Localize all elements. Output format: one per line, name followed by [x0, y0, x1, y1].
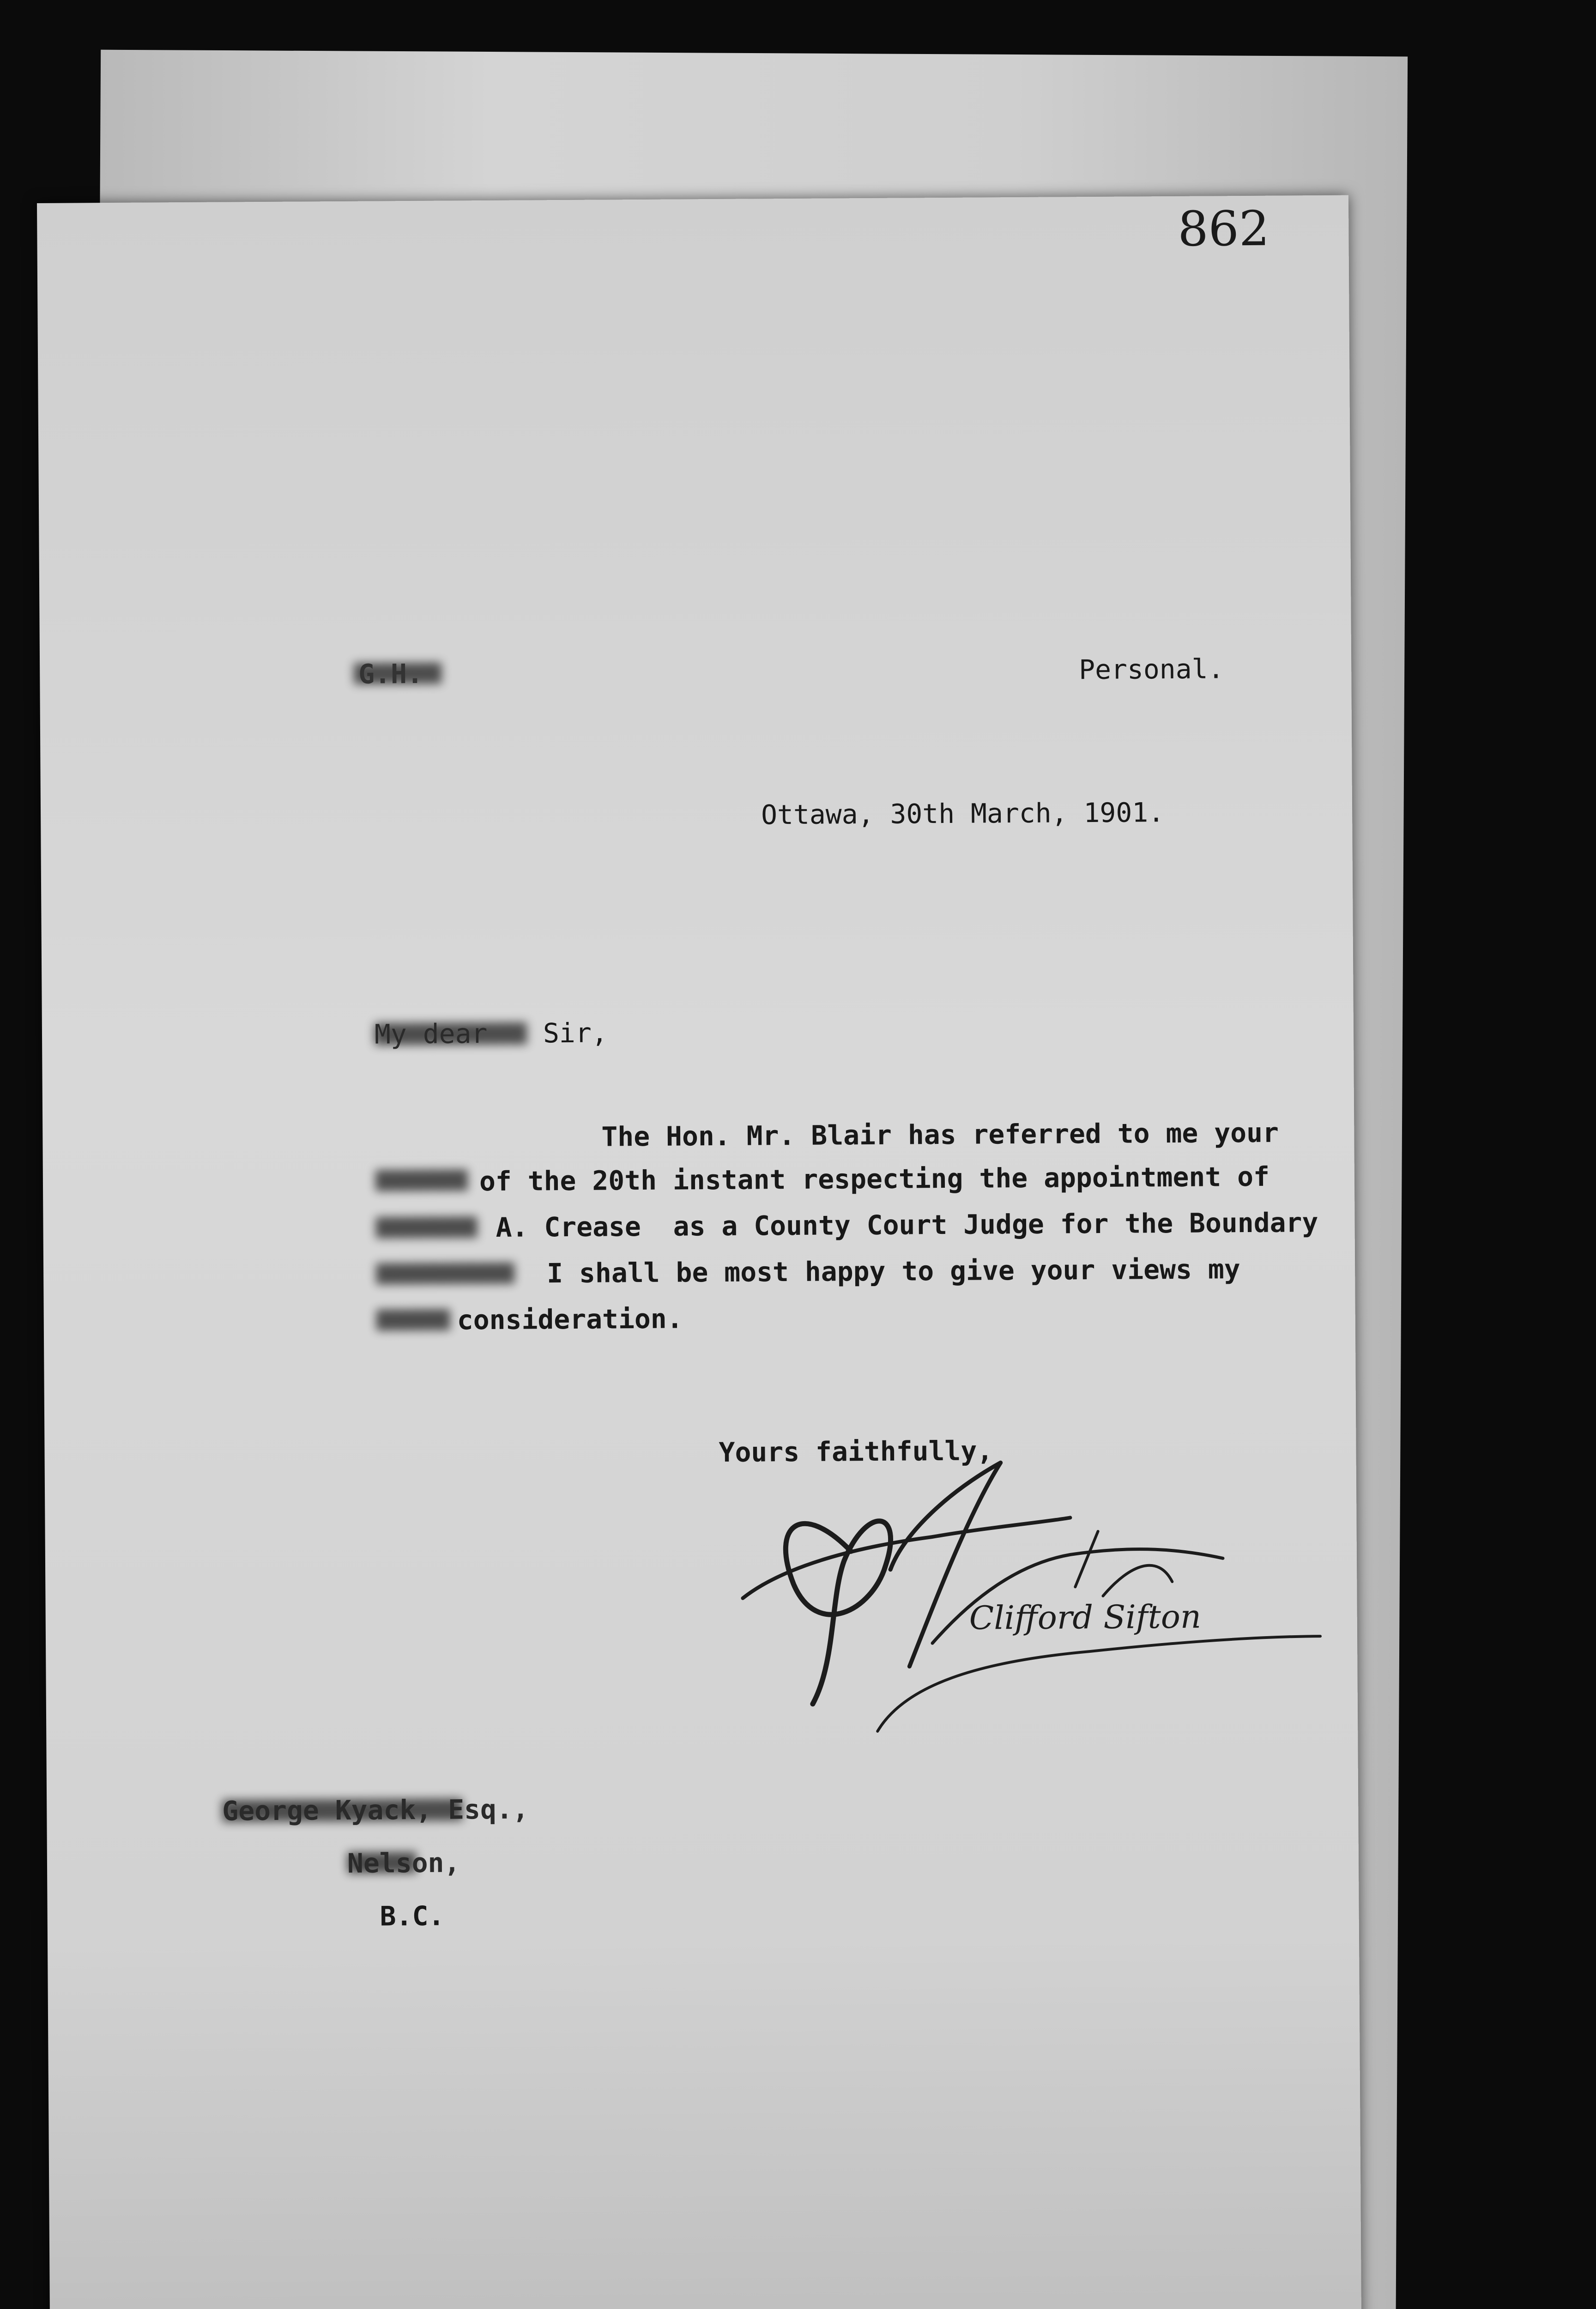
signature-text: Clifford Sifton [969, 1597, 1202, 1637]
header-personal: Personal. [1079, 653, 1224, 686]
page-number: 862 [1178, 200, 1270, 257]
signature [691, 1442, 1386, 1815]
body-line-2: of the 20th instant respecting the appointment of [479, 1161, 1270, 1197]
salutation-struck: My dear [374, 1018, 488, 1050]
body-line-4: I shall be most happy to give your views my [546, 1253, 1240, 1289]
struck-word-2 [375, 1216, 477, 1238]
body-line-5: consideration. [457, 1303, 683, 1336]
letter-page [37, 195, 1362, 2309]
addressee-city: Nelson, [347, 1847, 460, 1879]
struck-word-3 [376, 1263, 514, 1285]
header-left: G.H. [358, 658, 423, 690]
addressee-province: B.C. [380, 1900, 445, 1932]
struck-word-1 [375, 1169, 468, 1191]
body-line-1: The Hon. Mr. Blair has referred to me your [601, 1117, 1279, 1153]
dateline: Ottawa, 30th March, 1901. [761, 797, 1165, 831]
closing: Yours faithfully, [719, 1435, 993, 1469]
addressee-name: George Kyack, Esq., [222, 1793, 529, 1827]
struck-word-4 [376, 1309, 450, 1331]
salutation: Sir, [543, 1017, 608, 1049]
body-line-3: A. Crease as a County Court Judge for the Boundary [496, 1207, 1318, 1243]
